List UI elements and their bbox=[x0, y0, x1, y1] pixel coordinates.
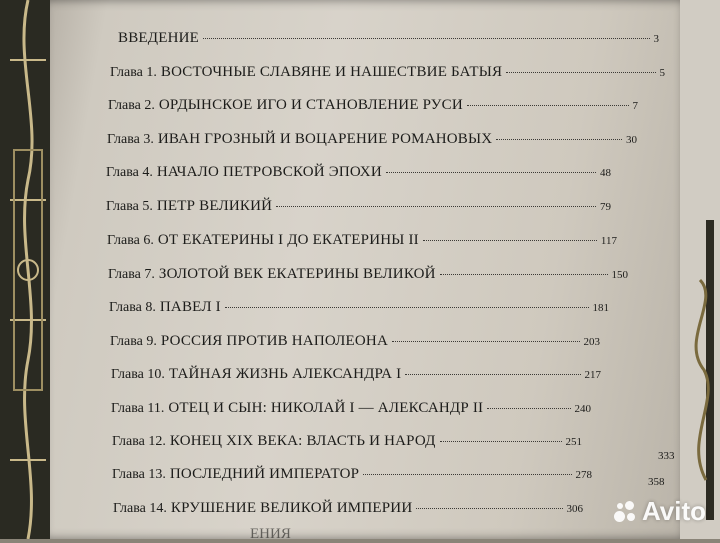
book-page bbox=[50, 0, 690, 542]
leader-dots bbox=[440, 441, 562, 442]
chapter-title: ОТЕЦ И СЫН: НИКОЛАЙ I — АЛЕКСАНДР II bbox=[168, 400, 484, 416]
chapter-title: ТАЙНАЯ ЖИЗНЬ АЛЕКСАНДРА I bbox=[168, 366, 402, 382]
toc-chapter-row bbox=[111, 366, 601, 383]
toc-chapter-row bbox=[107, 232, 617, 249]
chapter-label: Глава 5. bbox=[106, 199, 153, 214]
page-number: 251 bbox=[565, 436, 582, 448]
leader-dots bbox=[506, 72, 655, 73]
intro-title: ВВЕДЕНИЕ bbox=[118, 30, 199, 46]
page-number: 150 bbox=[611, 269, 628, 281]
leader-dots bbox=[496, 139, 622, 140]
chapter-label: Глава 9. bbox=[110, 334, 157, 349]
partial-bottom-line: ЕНИЯ bbox=[250, 526, 291, 542]
page-number: 5 bbox=[659, 67, 665, 79]
toc-chapter-row bbox=[106, 164, 611, 181]
leader-dots bbox=[386, 172, 596, 173]
toc-chapter-row bbox=[112, 433, 582, 450]
page-number: 48 bbox=[600, 167, 611, 179]
leader-dots bbox=[363, 474, 571, 475]
page-number: 333 bbox=[658, 450, 675, 462]
page-number: 358 bbox=[648, 476, 665, 488]
ornament-icon bbox=[6, 0, 50, 539]
chapter-title: ЗОЛОТОЙ ВЕК ЕКАТЕРИНЫ ВЕЛИКОЙ bbox=[158, 266, 436, 282]
page-number: 203 bbox=[583, 336, 600, 348]
chapter-title: НАЧАЛО ПЕТРОВСКОЙ ЭПОХИ bbox=[156, 164, 382, 180]
chapter-title: ВОСТОЧНЫЕ СЛАВЯНЕ И НАШЕСТВИЕ БАТЫЯ bbox=[160, 64, 503, 80]
chapter-label: Глава 7. bbox=[108, 267, 155, 282]
leader-dots bbox=[392, 341, 580, 342]
page-number: 79 bbox=[600, 201, 611, 213]
avito-watermark: Avito bbox=[612, 496, 706, 527]
leader-dots bbox=[467, 105, 629, 106]
page-number: 240 bbox=[574, 403, 591, 415]
chapter-title: ИВАН ГРОЗНЫЙ И ВОЦАРЕНИЕ РОМАНОВЫХ bbox=[157, 131, 493, 147]
leader-dots bbox=[405, 374, 580, 375]
toc-chapter-row bbox=[110, 64, 665, 81]
page-number: 217 bbox=[584, 369, 601, 381]
chapter-label: Глава 12. bbox=[112, 434, 166, 449]
chapter-label: Глава 13. bbox=[112, 467, 166, 482]
page-number: 7 bbox=[632, 100, 638, 112]
right-ornament-border bbox=[680, 0, 720, 539]
chapter-label: Глава 4. bbox=[106, 165, 153, 180]
chapter-label: Глава 10. bbox=[111, 367, 165, 382]
chapter-title: КОНЕЦ XIX ВЕКА: ВЛАСТЬ И НАРОД bbox=[169, 433, 436, 449]
leader-dots bbox=[487, 408, 570, 409]
page-number: 181 bbox=[592, 302, 609, 314]
chapter-label: Глава 3. bbox=[107, 132, 154, 147]
toc-chapter-row bbox=[106, 198, 611, 215]
toc-chapter-row bbox=[112, 466, 592, 483]
chapter-title: КРУШЕНИЕ ВЕЛИКОЙ ИМПЕРИИ bbox=[170, 500, 413, 516]
toc-chapter-row bbox=[108, 266, 628, 283]
ornament-icon bbox=[680, 220, 720, 520]
page-number: 30 bbox=[626, 134, 637, 146]
chapter-label: Глава 2. bbox=[108, 98, 155, 113]
toc-chapter-row bbox=[110, 333, 600, 350]
page-number: 117 bbox=[600, 235, 617, 247]
toc-chapter-row bbox=[111, 400, 591, 417]
toc-chapter-row bbox=[108, 97, 638, 114]
chapter-label: Глава 14. bbox=[113, 501, 167, 516]
page-number: 306 bbox=[566, 503, 583, 515]
avito-dots-icon bbox=[612, 499, 638, 525]
chapter-label: Глава 1. bbox=[110, 65, 157, 80]
chapter-title: РОССИЯ ПРОТИВ НАПОЛЕОНА bbox=[160, 333, 388, 349]
toc-chapter-row bbox=[113, 500, 583, 517]
chapter-title: ПЕТР ВЕЛИКИЙ bbox=[156, 198, 273, 214]
chapter-label: Глава 6. bbox=[107, 233, 154, 248]
chapter-title: ПАВЕЛ I bbox=[159, 299, 221, 315]
page-number: 278 bbox=[575, 469, 592, 481]
toc-chapter-row bbox=[107, 131, 637, 148]
leader-dots bbox=[416, 508, 562, 509]
chapter-label: Глава 11. bbox=[111, 401, 165, 416]
leader-dots bbox=[203, 38, 650, 39]
leader-dots bbox=[423, 240, 597, 241]
chapter-label: Глава 8. bbox=[109, 300, 156, 315]
leader-dots bbox=[225, 307, 589, 308]
page-number: 3 bbox=[653, 33, 659, 45]
toc-chapter-row bbox=[109, 299, 609, 316]
chapter-title: ОТ ЕКАТЕРИНЫ I ДО ЕКАТЕРИНЫ II bbox=[157, 232, 419, 248]
toc-intro-row bbox=[114, 30, 659, 47]
leader-dots bbox=[276, 206, 596, 207]
chapter-title: ПОСЛЕДНИЙ ИМПЕРАТОР bbox=[169, 466, 360, 482]
leader-dots bbox=[440, 274, 608, 275]
chapter-title: ОРДЫНСКОЕ ИГО И СТАНОВЛЕНИЕ РУСИ bbox=[158, 97, 463, 113]
